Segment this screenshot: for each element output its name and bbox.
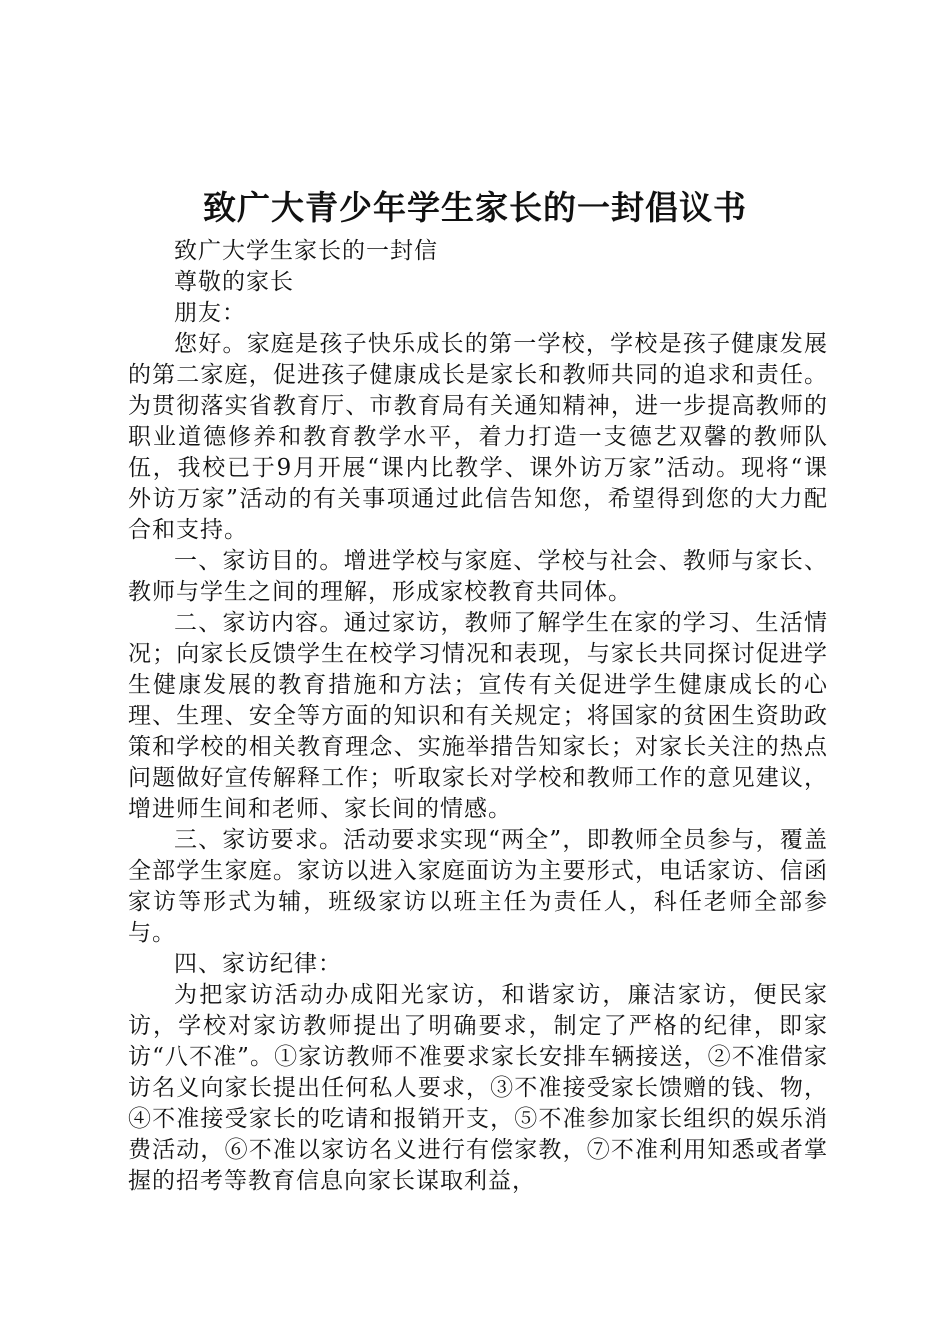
section-discipline-heading: 四、家访纪律： (174, 951, 342, 977)
salutation-line-2: 朋友： (174, 300, 246, 326)
document-body (128, 236, 828, 1197)
section-purpose: 一、家访目的。增进学校与家庭、学校与社会、教师与家长、教师与学生之间的理解，形成家校教育共同体。 (128, 548, 828, 605)
section-content: 二、家访内容。通过家访，教师了解学生在家的学习、生活情况；向家长反馈学生在校学习情况和表现，与家长共同探讨促进学生健康发展的教育措施和方法；宣传有关促进学生健康成长的心理、生理、安全等方面的知识和有关规定；将国家的贫困生资助政策和学校的相关教育理念、实施举措告知家长；对家长关注的热点问题做好宣传解释工作；听取家长对学校和教师工作的意见建议，增进师生间和老师、家长间的情感。 (128, 610, 828, 822)
section-requirements: 三、家访要求。活动要求实现“两全”，即教师全员参与，覆盖全部学生家庭。家访以进入家庭面访为主要形式，电话家访、信函家访等形式为辅，班级家访以班主任为责任人，科任老师全部参与。 (128, 827, 828, 946)
letter-heading: 致广大学生家长的一封信 (174, 238, 438, 264)
document-title: 致广大青少年学生家长的一封倡议书 (203, 188, 747, 227)
section-discipline-body: 为把家访活动办成阳光家访，和谐家访，廉洁家访，便民家访，学校对家访教师提出了明确要求，制定了严格的纪律，即家访“八不准”。①家访教师不准要求家长安排车辆接送，②不准借家访名义向家长提出任何私人要求，③不准接受家长馈赠的钱、物，④不准接受家长的吃请和报销开支，⑤不准参加家长组织的娱乐消费活动，⑥不准以家访名义进行有偿家教，⑦不准利用知悉或者掌握的招考等教育信息向家长谋取利益， (128, 982, 828, 1194)
intro-paragraph: 您好。家庭是孩子快乐成长的第一学校，学校是孩子健康发展的第二家庭，促进孩子健康成长是家长和教师共同的追求和责任。为贯彻落实省教育厅、市教育局有关通知精神，进一步提高教师的职业道德修养和教育教学水平，着力打造一支德艺双馨的教师队伍，我校已于9月开展“课内比教学、课外访万家”活动。现将“课外访万家”活动的有关事项通过此信告知您，希望得到您的大力配合和支持。 (128, 331, 828, 543)
salutation-line-1: 尊敬的家长 (174, 269, 294, 295)
